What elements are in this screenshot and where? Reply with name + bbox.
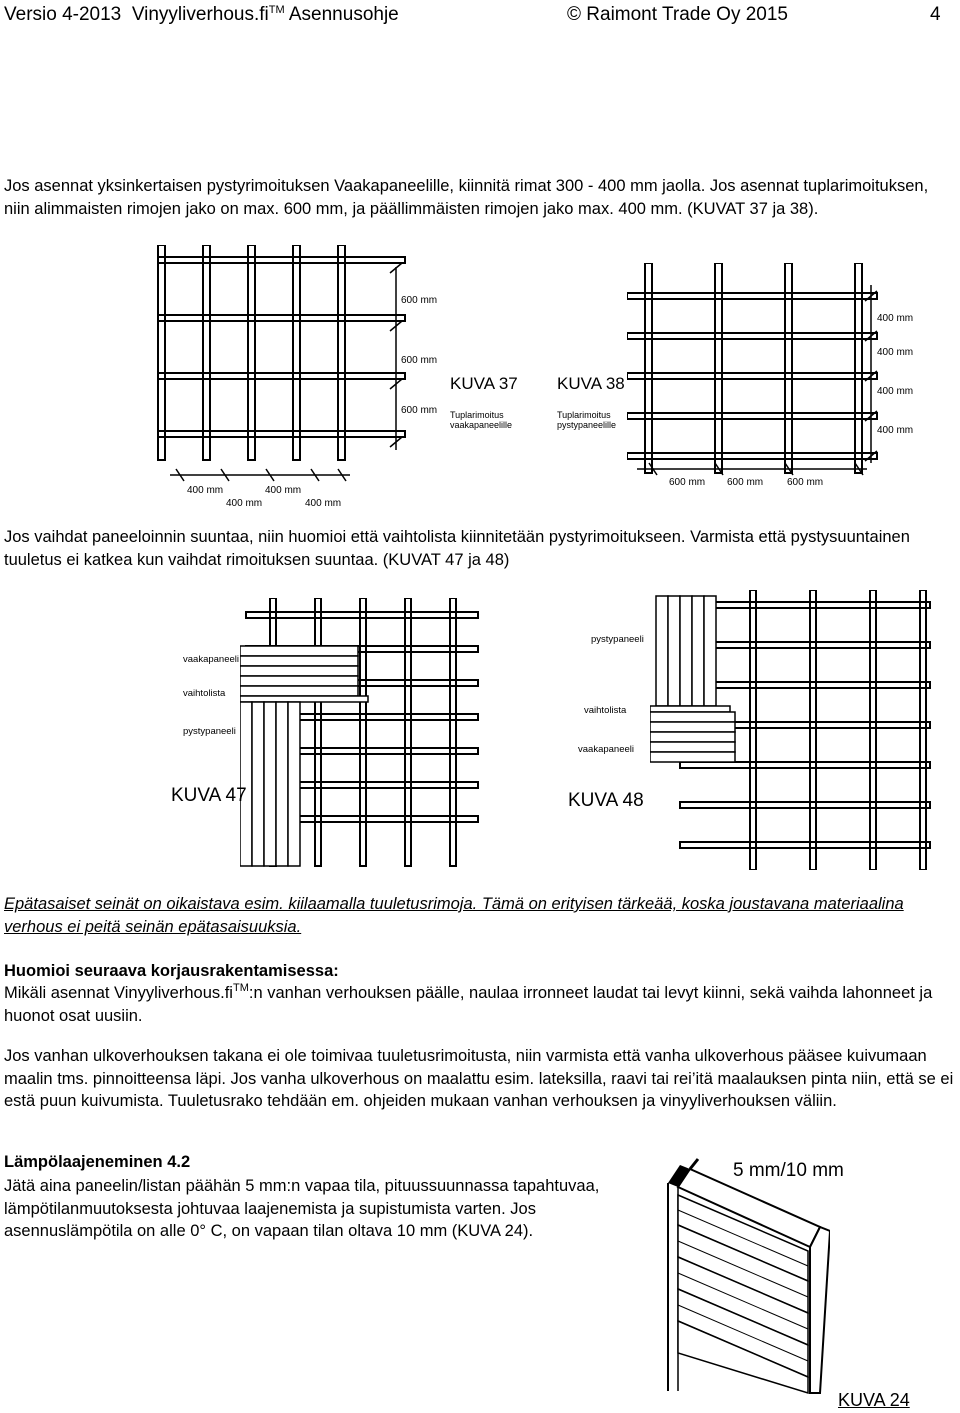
figure-kuva-38 — [627, 263, 927, 493]
doc-version: Versio 4-2013 — [4, 4, 122, 25]
dim-label: 400 mm — [877, 313, 914, 324]
caption-line: Tuplarimoitus — [557, 410, 611, 420]
dim-label: 400 mm — [226, 498, 263, 509]
label-vaihtolista: vaihtolista — [183, 688, 226, 699]
caption-line: pystypaneelille — [557, 420, 617, 430]
dim-label: 600 mm — [401, 295, 438, 306]
fig37-title: KUVA 37 — [450, 374, 518, 393]
note-text-post: :n vanhan verhouksen päälle, naulaa irronneet laudat tai levyt kiinni, sekä vaihda lahonneet ja huonot osat uusiin. — [4, 984, 933, 1025]
page-number: 4 — [930, 4, 941, 25]
dim-label: 400 mm — [877, 347, 914, 358]
dim-label: 400 mm — [877, 386, 914, 397]
dim-label: 400 mm — [187, 485, 224, 496]
label-vaihtolista: vaihtolista — [584, 705, 627, 716]
dim-label: 600 mm — [669, 477, 706, 488]
paragraph-battens: Jos asennat yksinkertaisen pystyrimoituksen Vaakapaneelille, kiinnitä rimat 300 - 400 mm jaolla. Jos asennat tuplarimoituksen, niin alimmaisten rimojen jako on max. 600 mm, ja päällimmäisten rimojen jako max. 400 mm. (KUVAT 37 ja 38). — [4, 177, 929, 218]
label-pystypaneeli: pystypaneeli — [591, 634, 644, 645]
dim-label: 600 mm — [401, 405, 438, 416]
dim-label: 400 mm — [265, 485, 302, 496]
label-vaakapaneeli: vaakapaneeli — [578, 744, 634, 755]
page-header-left — [4, 4, 399, 26]
dim-label: 400 mm — [877, 425, 914, 436]
note-text — [4, 982, 956, 1027]
dim-label: 600 mm — [787, 477, 824, 488]
paragraph-uneven-walls: Epätasaiset seinät on oikaistava esim. kiilaamalla tuuletusrimoja. Tämä on erityisen tärkeää, koska joustavana materiaalina verhous ei peitä seinän epätasaisuuksia. — [4, 895, 904, 936]
gap-label: 5 mm/10 mm — [733, 1160, 844, 1181]
site-name: Vinyyliverhous.fi — [131, 4, 269, 25]
tm-mark: TM — [268, 4, 285, 16]
fig37-caption — [450, 410, 512, 430]
figure-kuva-37 — [150, 245, 450, 510]
dim-label: 400 mm — [305, 498, 342, 509]
caption-line: Tuplarimoitus — [450, 410, 504, 420]
tm-mark: TM — [232, 982, 249, 994]
figure-kuva-47 — [240, 598, 480, 868]
fig47-title: KUVA 47 — [171, 785, 247, 806]
fig38-caption — [557, 410, 616, 430]
note-text-pre: Mikäli asennat Vinyyliverhous.fi — [4, 984, 233, 1002]
dim-label: 600 mm — [727, 477, 764, 488]
label-vaakapaneeli: vaakapaneeli — [183, 654, 239, 665]
label-pystypaneeli: pystypaneeli — [183, 726, 236, 737]
figure-kuva-24 — [660, 1155, 830, 1395]
dim-label: 600 mm — [401, 355, 438, 366]
fig38-title: KUVA 38 — [557, 374, 625, 393]
note-heading: Huomioi seuraava korjausrakentamisessa: — [4, 962, 339, 980]
figure-kuva-48 — [650, 590, 940, 870]
section-text: Jätä aina paneelin/listan päähän 5 mm:n vapaa tila, pituussuunnassa tapahtuvaa, lämpötilanmuutoksesta johtuvaa laajenemista ja supistumista varten. Jos asennuslämpötila on alle 0° C, on vapaan tilan oltava 10 mm (KUVA 24). — [4, 1177, 600, 1240]
copyright: © Raimont Trade Oy 2015 — [567, 4, 788, 25]
fig24-title: KUVA 24 — [838, 1390, 910, 1410]
fig48-title: KUVA 48 — [568, 790, 644, 811]
paragraph-old-cladding: Jos vanhan ulkoverhouksen takana ei ole toimivaa tuuletusrimoitusta, niin varmista että vanha ulkoverhous pääsee kuivumaan maalin tms. pinnoitteensa läpi. Jos vanha ulkoverhous on maalattu esim. lateksilla, raavi tai rei’itä maalauksen pinta niin, että se ei estä puun kuivumista. Tuuletusrako tehdään em. ohjeiden mukaan vanhan verhouksen ja vinyyliverhouksen väliin. — [4, 1047, 954, 1110]
caption-line: vaakapaneelille — [450, 420, 513, 430]
doc-name: Asennusohje — [288, 4, 399, 25]
section-heading: Lämpölaajeneminen 4.2 — [4, 1153, 191, 1171]
paragraph-direction-change: Jos vaihdat paneeloinnin suuntaa, niin huomioi että vaihtolista kiinnitetään pystyrimoitukseen. Varmista että pystysuuntainen tuuletus ei katkea kun vaihdat rimoituksen suuntaa. (KUVAT 47 ja 48) — [4, 528, 910, 569]
